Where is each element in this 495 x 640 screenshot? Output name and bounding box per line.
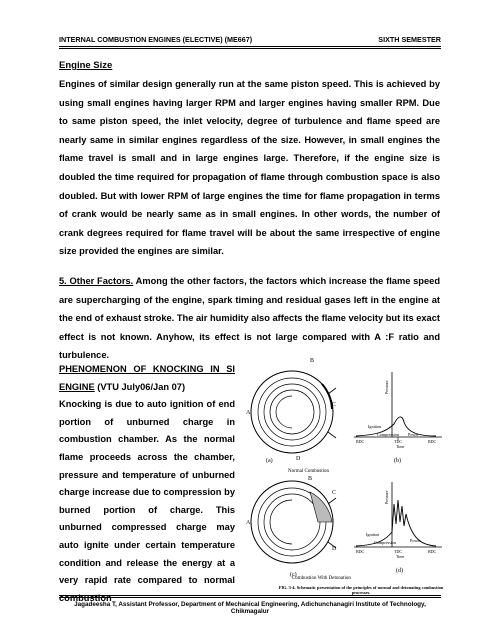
main-content — [59, 57, 440, 365]
engine-size-heading: Engine Size — [59, 60, 113, 71]
time-label-b: Time — [396, 444, 405, 449]
compression-label-b: Compression — [377, 432, 400, 437]
bdc-label-b1: BDC — [356, 439, 365, 444]
engine-size-paragraph: Engines of similar design generally run at the same piston speed. This is achieved by using small engines having larger RPM and larger engines having smaller RPM. Due to same piston speed, the inlet velocity, degree of turbulence and flame speed are nearly same in similar engines regardless of the size. However, in small engines the flame travel is small and in large engines large. Therefore, if the engine size is doubled the time required for propagation of flame through combustion space is also doubled. But with lower RPM of large engines the time for flame propagation in terms of crank would be nearly same as in small engines. In other words, the number of crank degrees required for flame travel will be about the same irrespective of engine size provided the engines are similar. — [59, 79, 440, 257]
combustion-figure — [246, 354, 442, 590]
fig-label-a: (a) — [266, 458, 273, 464]
point-a-label: A — [246, 410, 251, 416]
course-title: INTERNAL COMBUSTION ENGINES (ELECTIVE) (ME667) — [59, 35, 253, 44]
point-c-label-c: C — [332, 490, 337, 496]
detonation-caption: Combustion With Detonation — [292, 576, 351, 581]
other-factors-body: Among the other factors, the factors which increase the flame speed are supercharging of the engine, spark timing and residual gases left in the engine at the end of exhaust stroke. The air humidity also affects the flame velocity but its exact effect is not known. Anyhow, its effect is not large compared with A :F ratio and turbulence. — [59, 275, 440, 361]
normal-combustion-chamber — [251, 371, 336, 453]
header-rule-double — [59, 48, 441, 49]
tdc-label-d: TDC — [394, 549, 402, 554]
knocking-heading-line — [59, 361, 235, 396]
figure-caption: FIG. 3-4. Schematic presentation of the principles of normal and detonating combustion processes. — [278, 585, 444, 596]
header-rule — [59, 46, 441, 47]
normal-pressure-chart — [354, 372, 442, 440]
compression-label-d: Compression — [374, 540, 397, 545]
detonation-chamber — [251, 481, 336, 563]
point-b-label-c: B — [308, 476, 313, 482]
power-label-b: Power — [408, 432, 419, 437]
pressure-label-d: Pressure — [384, 490, 389, 504]
knocking-section — [59, 361, 235, 607]
knocking-reference: (VTU July06/Jan 07) — [94, 381, 186, 392]
footer-rule-double — [59, 597, 441, 598]
normal-combustion-caption: Normal Combustion — [288, 469, 329, 474]
bdc-label-d1: BDC — [356, 549, 365, 554]
other-factors-heading: 5. Other Factors. — [59, 275, 134, 286]
page-footer: Jagadeesha T, Assistant Professor, Department of Mechanical Engineering, Adichunchanagiri Institute of Technology, Chikmagalur — [74, 601, 426, 615]
point-b-label: B — [310, 358, 315, 364]
power-label-d: Power — [410, 538, 421, 543]
footer-rule — [59, 595, 441, 596]
tdc-label-b: TDC — [394, 439, 402, 444]
semester-label: SIXTH SEMESTER — [378, 35, 441, 44]
knocking-heading: PHENOMENON OF KNOCKING IN SI ENGINE — [59, 364, 235, 392]
bdc-label-d2: BDC — [428, 549, 437, 554]
ignition-label-d: Ignition — [366, 532, 380, 537]
point-d-label-c: D — [332, 546, 337, 552]
point-a-label-c: A — [246, 520, 251, 526]
page-header — [59, 33, 441, 47]
fig-label-c: (c) — [290, 572, 297, 578]
ignition-label-b: Ignition — [368, 424, 382, 429]
pressure-label-b: Pressure — [384, 380, 389, 394]
knocking-paragraph: Knocking is due to auto ignition of end portion of unburned charge in combustion chamber. As the normal flame proceeds across the chamber, pressure and temperature of unburned charge increase due to compression by burned portion of charge. This unburned compressed charge may auto ignite under certain temperature condition and release the energy at a very rapid rate compared to normal combustion — [59, 399, 235, 603]
bdc-label-b2: BDC — [428, 439, 437, 444]
fig-label-d: (d) — [396, 568, 403, 574]
point-c-label: C — [332, 402, 337, 408]
other-factors-paragraph — [59, 272, 440, 365]
fig-label-b: (b) — [394, 458, 401, 464]
detonation-pressure-chart — [354, 482, 442, 547]
time-label-d: Time — [396, 554, 405, 559]
point-d-label: D — [296, 456, 301, 462]
